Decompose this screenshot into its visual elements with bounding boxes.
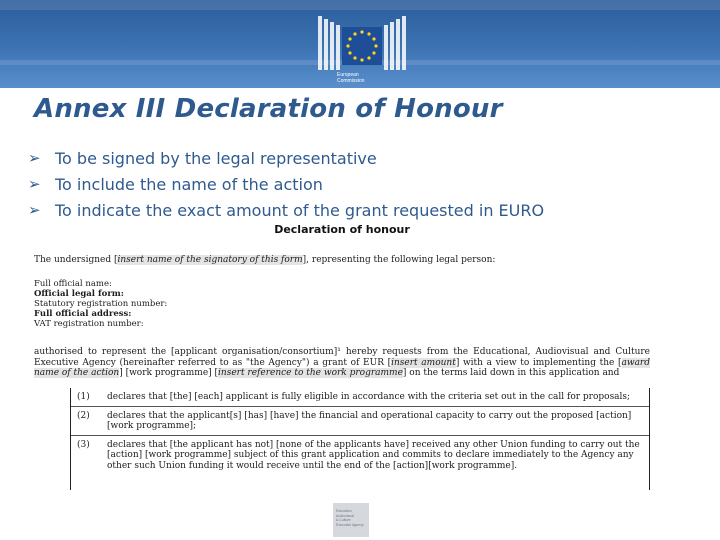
paragraph-placeholder: insert amount — [391, 357, 456, 368]
paragraph-text: ] with a view to implementing the [ — [455, 357, 622, 368]
document-field: Official legal form: — [34, 289, 124, 299]
arrow-bullet-icon: ➢ — [28, 201, 41, 219]
document-paragraph — [34, 347, 650, 379]
declaration-row — [71, 406, 649, 435]
intro-placeholder: insert name of the signatory of this form — [117, 255, 303, 265]
document-field: Full official address: — [34, 309, 132, 319]
document-field: Statutory registration number: — [34, 299, 168, 309]
declarations-table — [70, 388, 650, 490]
bullet-item — [28, 197, 544, 223]
bullet-text: To include the name of the action — [55, 174, 323, 194]
declaration-number: (3) — [77, 439, 90, 450]
document-intro — [34, 255, 495, 265]
eacea-logo-text: Education, Audiovisual & Culture Executive Agency — [336, 509, 364, 527]
arrow-bullet-icon: ➢ — [28, 149, 41, 167]
bullet-item — [28, 145, 544, 171]
document-field: VAT registration number: — [34, 319, 144, 329]
declaration-number: (2) — [77, 410, 90, 421]
paragraph-text: ] on the terms laid down in this application and — [402, 368, 620, 378]
bullet-list — [28, 145, 544, 223]
paragraph-placeholder: award name of the action — [34, 357, 650, 378]
document-field: Full official name: — [34, 279, 112, 289]
declaration-text: declares that [the] [each] applicant is fully eligible in accordance with the criteria set out in the call for proposals; — [107, 392, 631, 402]
header-band — [0, 0, 720, 88]
declaration-document-image — [28, 222, 656, 490]
paragraph-placeholder: insert reference to the work programme — [218, 368, 403, 378]
bullet-item — [28, 171, 544, 197]
document-field-list — [34, 279, 167, 329]
bullet-text: To indicate the exact amount of the grant requested in EURO — [55, 200, 545, 220]
arrow-bullet-icon: ➢ — [28, 175, 41, 193]
declaration-text: declares that [the applicant has not] [none of the applicants have] received any other Union funding to carry out the [action] [work programme] subject of this grant application and commits to declare immediately to the Agency any other such Union funding it would receive until the end of the [action][work programme]. — [107, 439, 640, 471]
eacea-logo — [333, 503, 369, 537]
declaration-row — [71, 388, 649, 406]
declaration-text: declares that the applicant[s] [has] [have] the financial and operational capacity to carry out the proposed [action] [work programme]; — [107, 410, 632, 431]
paragraph-text: ] [work programme] [ — [119, 368, 219, 378]
intro-text: The undersigned [ — [34, 255, 118, 265]
logo-caption: European Commission — [337, 72, 365, 84]
paragraph-text: authorised to represent the [applicant organisation/consortium]¹ hereby requests from the Educational, Audiovisual and Culture Executive Agency (hereinafter referred to as "the Agency") a grant of EUR [ — [34, 347, 650, 368]
declaration-number: (1) — [77, 392, 90, 402]
intro-text: ], representing the following legal person: — [302, 255, 496, 265]
document-title: Declaration of honour — [274, 223, 410, 236]
slide-title: Annex III Declaration of Honour — [34, 94, 503, 124]
declaration-row — [71, 435, 649, 475]
band-stripe — [0, 0, 720, 10]
bullet-text: To be signed by the legal representative — [55, 148, 377, 168]
